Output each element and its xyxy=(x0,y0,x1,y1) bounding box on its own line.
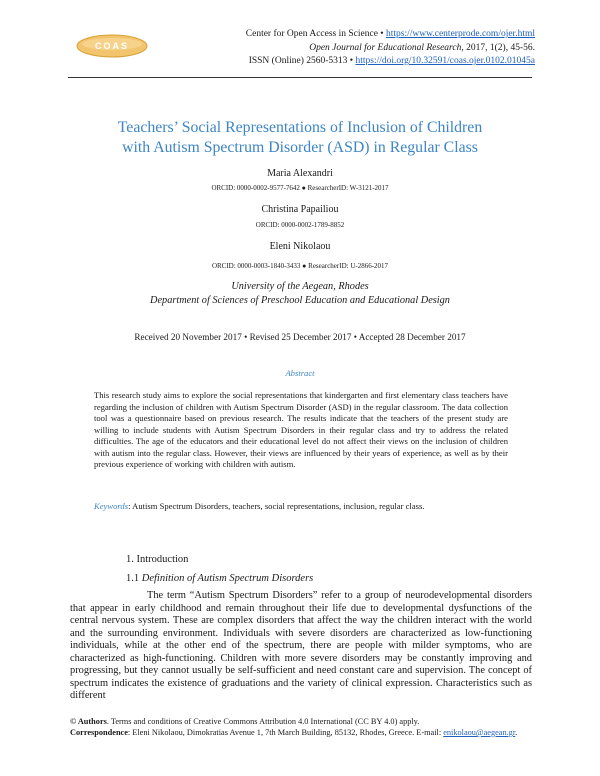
title-line-1: Teachers’ Social Representations of Inclusion of Children xyxy=(117,119,483,136)
header-divider xyxy=(68,77,532,78)
submission-dates: Received 20 November 2017 • Revised 25 December 2017 • Accepted 28 December 2017 xyxy=(134,332,466,342)
license-text: . Terms and conditions of Creative Commons Attribution 4.0 International (CC BY 4.0) apply. xyxy=(106,717,420,726)
issn-text: ISSN (Online) 2560-5313 • xyxy=(248,56,354,66)
paper-title xyxy=(70,118,530,158)
subsection-heading xyxy=(126,573,313,584)
keywords-label: Keywords xyxy=(94,501,129,511)
abstract-body: This research study aims to explore the social representations that kindergarten and first elementary class teachers have regarding the inclusion of children with Autism Spectrum Disorder (ASD) in the regular classroom. The data collection tool was a questionnaire based on previous research. The results indicate that the teachers of the present study are willing to include students with Autism Spectrum Disorders in their regular class and try to address the related difficulties. The age of the educators and their educational level do not affect their views on the inclusion of children with autism into the regular class. However, their views are influenced by their years of experience, as well as by their previous experience of working with children with autism. xyxy=(94,390,508,469)
header-center-name: Center for Open Access in Science • xyxy=(245,29,384,39)
author-ids: ORCID: 0000-0002-9577-7642 ● ResearcherID: W-3121-2017 xyxy=(211,184,389,192)
affiliation xyxy=(60,280,540,308)
footer-note xyxy=(70,716,532,738)
affiliation-department: Department of Sciences of Preschool Education and Educational Design xyxy=(150,295,450,306)
header-line-2 xyxy=(155,42,535,56)
correspondence-text: : Eleni Nikolaou, Dimokratias Avenue 1, 7th March Building, 85132, Rhodes, Greece. E-mail: xyxy=(127,728,444,737)
affiliation-university: University of the Aegean, Rhodes xyxy=(231,281,369,292)
email-tail: . xyxy=(515,728,518,737)
author-name: Christina Papailiou xyxy=(261,204,339,215)
title-line-2: with Autism Spectrum Disorder (ASD) in Regular Class xyxy=(122,139,478,156)
header-line-1 xyxy=(155,28,535,42)
section-heading: 1. Introduction xyxy=(126,554,189,565)
body-text xyxy=(70,590,532,703)
correspondence-line xyxy=(70,727,532,738)
author-ids: ORCID: 0000-0003-1840-3433 ● ResearcherID: U-2866-2017 xyxy=(211,262,389,270)
correspondence-label: Correspondence xyxy=(70,728,128,737)
header-line-3 xyxy=(155,55,535,69)
author-ids: ORCID: 0000-0002-1789-8852 xyxy=(255,221,345,229)
doi-link[interactable]: https://doi.org/10.32591/coas.ojer.0102.01045a xyxy=(355,56,535,66)
body-paragraph: The term “Autism Spectrum Disorders” refer to a group of neurodevelopmental disorders that appear in early childhood and remain throughout their life due to developmental dysfunctions of the central nervous system. These are complex disorders that affect the way the children interact with the world and the surrounding environment. Individuals with severe disorders are characterized as low-functioning individuals, while at the other end of the spectrum, there are people with milder symptoms, who are characterized as high-functioning. Children with more severe disorders may be constantly improving and progressing, but they cannot usually be self-sufficient and need constant care and supervision. The concept of spectrum indicates the existence of graduations and the variety of clinical expression. Characteristics such as different xyxy=(70,590,532,701)
journal-url-link[interactable]: https://www.centerprode.com/ojer.html xyxy=(386,29,535,39)
email-link[interactable]: enikolaou@aegean.gr xyxy=(443,728,516,737)
license-label: © Authors xyxy=(70,717,107,726)
coas-logo xyxy=(74,33,150,59)
logo-text: COAS xyxy=(94,41,130,51)
keywords-list: : Autism Spectrum Disorders, teachers, social representations, inclusion, regular class. xyxy=(128,501,425,511)
journal-volume: , 2017, 1(2), 45-56. xyxy=(461,42,535,53)
keywords xyxy=(94,501,508,511)
license-line xyxy=(70,716,532,727)
author-name: Maria Alexandri xyxy=(267,168,333,179)
subsection-number: 1.1 xyxy=(126,573,142,584)
journal-header xyxy=(155,28,535,69)
abstract-heading: Abstract xyxy=(285,368,315,378)
subsection-title: Definition of Autism Spectrum Disorders xyxy=(141,573,314,584)
author-name: Eleni Nikolaou xyxy=(269,241,331,252)
journal-name: Open Journal for Educational Research xyxy=(309,42,462,53)
